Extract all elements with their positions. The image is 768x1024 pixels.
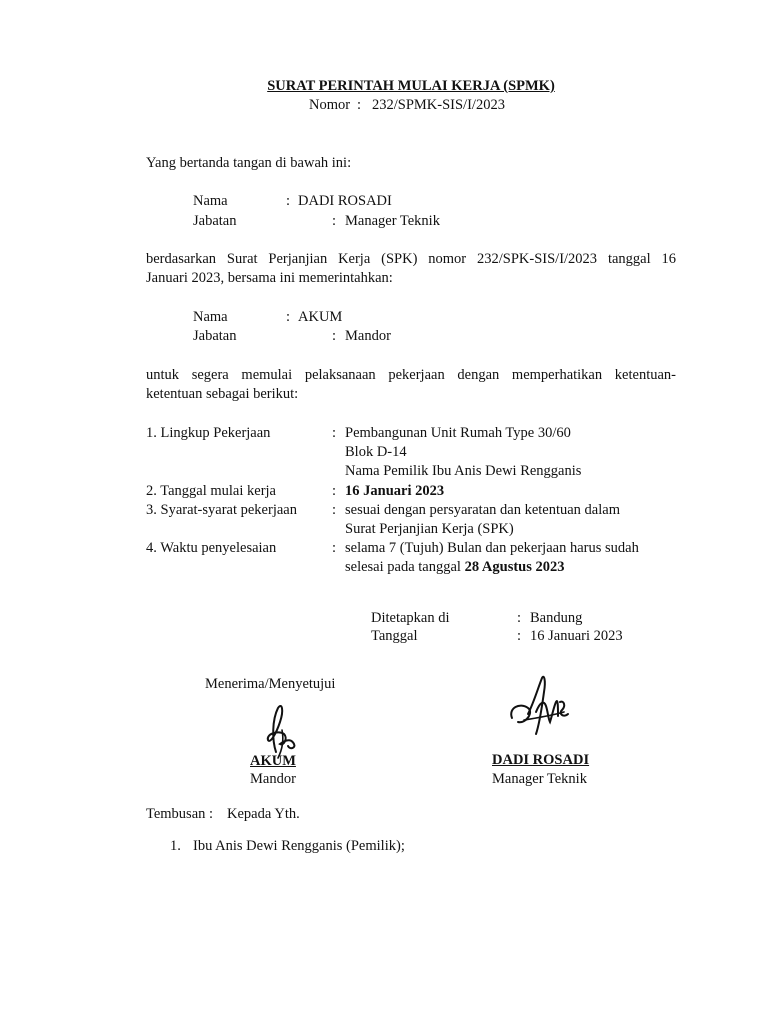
acceptance-label: Menerima/Menyetujui: [205, 676, 336, 692]
intro-text: Yang bertanda tangan di bawah ini:: [146, 155, 352, 171]
document-title: SURAT PERINTAH MULAI KERJA (SPMK): [267, 78, 555, 94]
item-4-line-2: [345, 558, 565, 577]
signer-nama-colon: :: [286, 193, 291, 209]
item-4-completion-date: 28 Agustus 2023: [464, 559, 565, 575]
cc-list-number: 1.: [170, 838, 181, 854]
issued-place-label: Ditetapkan di: [371, 610, 450, 626]
signer-jabatan-colon: :: [332, 213, 337, 229]
right-signature: [506, 672, 576, 752]
issued-date-value: 16 Januari 2023: [530, 628, 623, 644]
item-4-colon: :: [332, 540, 337, 556]
right-signer-name: DADI ROSADI: [492, 752, 590, 768]
item-1-label: 1. Lingkup Pekerjaan: [146, 425, 271, 441]
issued-place-colon: :: [517, 610, 522, 626]
left-signature: [258, 700, 308, 760]
item-2-label: 2. Tanggal mulai kerja: [146, 483, 276, 499]
item-3-colon: :: [332, 502, 337, 518]
item-1-line-1: Pembangunan Unit Rumah Type 30/60: [345, 425, 571, 441]
right-signer-title: Manager Teknik: [492, 771, 587, 787]
recipient-jabatan-colon: :: [332, 328, 337, 344]
signer-nama-label: Nama: [193, 193, 228, 209]
nomor-colon: :: [357, 97, 362, 113]
item-4-line-1: selama 7 (Tujuh) Bulan dan pekerjaan harus sudah: [345, 540, 639, 556]
item-2-colon: :: [332, 483, 337, 499]
basis-line-1: berdasarkan Surat Perjanjian Kerja (SPK) nomor 232/SPK-SIS/I/2023 tanggal 16: [146, 251, 676, 267]
recipient-jabatan-value: Mandor: [345, 328, 391, 344]
item-4-label: 4. Waktu penyelesaian: [146, 540, 277, 556]
left-signer-name: AKUM: [250, 753, 296, 769]
issued-date-colon: :: [517, 628, 522, 644]
signer-jabatan-value: Manager Teknik: [345, 213, 440, 229]
cc-to: Kepada Yth.: [227, 806, 300, 822]
nomor-value: 232/SPMK-SIS/I/2023: [372, 97, 505, 113]
left-signer-title: Mandor: [250, 771, 296, 787]
signer-nama-value: DADI ROSADI: [298, 193, 392, 209]
recipient-nama-value: AKUM: [298, 309, 343, 325]
signer-jabatan-label: Jabatan: [193, 213, 237, 229]
item-2-value: 16 Januari 2023: [345, 483, 445, 499]
instruction-line-2: ketentuan sebagai berikut:: [146, 386, 299, 402]
item-1-colon: :: [332, 425, 337, 441]
basis-line-2: Januari 2023, bersama ini memerintahkan:: [146, 270, 393, 286]
cc-label: Tembusan :: [146, 806, 214, 822]
issued-date-label: Tanggal: [371, 628, 418, 644]
item-3-line-1: sesuai dengan persyaratan dan ketentuan dalam: [345, 502, 620, 518]
recipient-nama-colon: :: [286, 309, 291, 325]
nomor-label: Nomor: [309, 97, 351, 113]
item-1-line-3: Nama Pemilik Ibu Anis Dewi Rengganis: [345, 463, 582, 479]
item-3-label: 3. Syarat-syarat pekerjaan: [146, 502, 297, 518]
instruction-line-1: untuk segera memulai pelaksanaan pekerjaan dengan memperhatikan ketentuan-: [146, 367, 676, 383]
recipient-nama-label: Nama: [193, 309, 228, 325]
item-4-line-2-prefix: selesai pada tanggal: [345, 559, 465, 575]
recipient-jabatan-label: Jabatan: [193, 328, 237, 344]
issued-place-value: Bandung: [530, 610, 583, 626]
cc-list-item: Ibu Anis Dewi Rengganis (Pemilik);: [193, 838, 405, 854]
item-3-line-2: Surat Perjanjian Kerja (SPK): [345, 521, 514, 537]
item-1-line-2: Blok D-14: [345, 444, 407, 460]
